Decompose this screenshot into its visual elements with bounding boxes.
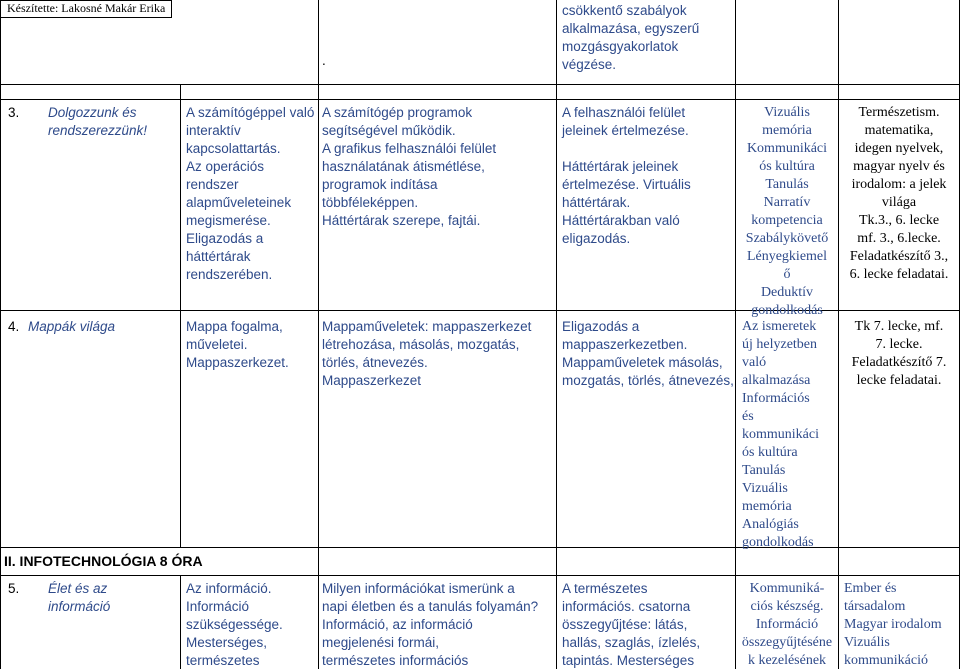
row4-activity: Mappaműveletek: mappaszerkezet létrehozása, másolás, mozgatás, törlés, átnevezés. Mappaszerkezet — [322, 319, 532, 388]
row3-title: Dolgozzunk és rendszerezzünk! — [48, 105, 148, 138]
row4-number: 4. — [8, 319, 20, 334]
row3-competence: Vizuális memória Kommunikáci ós kultúra Tanulás Narratív kompetencia Szabálykövető Lényegkiemel ő Deduktív gondolkodás — [745, 105, 829, 318]
border-line — [0, 575, 960, 576]
border-line — [838, 0, 839, 669]
row5-title: Élet és az információ — [48, 581, 111, 614]
row4-topic: Mappa fogalma, műveletei. Mappaszerkezet. — [186, 319, 289, 370]
row5-number: 5. — [8, 581, 20, 596]
row4-concepts: Eligazodás a mappaszerkezetben. Mappaműveletek másolás, mozgatás, törlés, átnevezés, — [562, 319, 734, 388]
border-line — [556, 0, 557, 669]
row5-competence: Kommuniká- ciós készség. Információ összegyűjtéséne k kezelésének — [741, 581, 833, 668]
top-row-col3: . — [322, 53, 326, 68]
row3-number: 3. — [8, 105, 20, 120]
row3-links: Természetism. matematika, idegen nyelvek, magyar nyelv és irodalom: a jelek világa Tk.3., 6. lecke mf. 3., 6.lecke. Feladatkészítő 3., 6. lecke feladatai. — [849, 105, 949, 282]
row4-competence: Az ismeretek új helyzetben való alkalmazása Információs és kommunikáci ós kultúra Tanulás Vizuális memória Analógiás gondolkodás — [742, 319, 819, 550]
row5-concepts: A természetes információs. csatorna összegyűjtése: látás, hallás, szaglás, ízlelés, tapintás. Mesterséges — [562, 581, 701, 668]
row4-title: Mappák világa — [28, 319, 116, 334]
section-title: II. INFOTECHNOLÓGIA 8 ÓRA — [4, 553, 203, 569]
top-row-col4: csökkentő szabályok alkalmazása, egyszerű mozgásgyakorlatok végzése. — [562, 3, 700, 72]
border-line — [180, 84, 181, 547]
border-line — [0, 84, 960, 85]
border-line — [318, 0, 319, 669]
row5-links: Ember és társadalom Magyar irodalom Vizuális kommunikáció — [844, 581, 942, 668]
author-label: Készítette: Lakosné Makár Erika — [0, 0, 172, 18]
border-line — [0, 99, 960, 100]
border-line — [180, 575, 181, 669]
row3-concepts: A felhasználói felület jeleinek értelmezése. Háttértárak jeleinek értelmezése. Virtuális háttértárak. Háttértárakban való eligazodás. — [562, 105, 691, 246]
row5-activity: Milyen információkat ismerünk a napi életben és a tanulás folyamán? Információ, az információ megjelenési formái, természetes információs — [322, 581, 539, 668]
row3-activity: A számítógép programok segítségével működik. A grafikus felhasználói felület használatának átismétlése, programok indítása többféleképpen. Háttértárak szerepe, fajtái. — [322, 105, 497, 228]
row3-topic: A számítógéppel való interaktív kapcsolattartás. Az operációs rendszer alapműveleteinek megismerése. Eligazodás a háttértárak rendszerében. — [186, 105, 315, 282]
row4-links: Tk 7. lecke, mf. 7. lecke. Feladatkészítő 7. lecke feladatai. — [851, 319, 947, 388]
border-line — [735, 0, 736, 669]
border-line — [0, 0, 1, 669]
row5-topic: Az információ. Információ szükségessége. Mesterséges, természetes — [186, 581, 283, 668]
